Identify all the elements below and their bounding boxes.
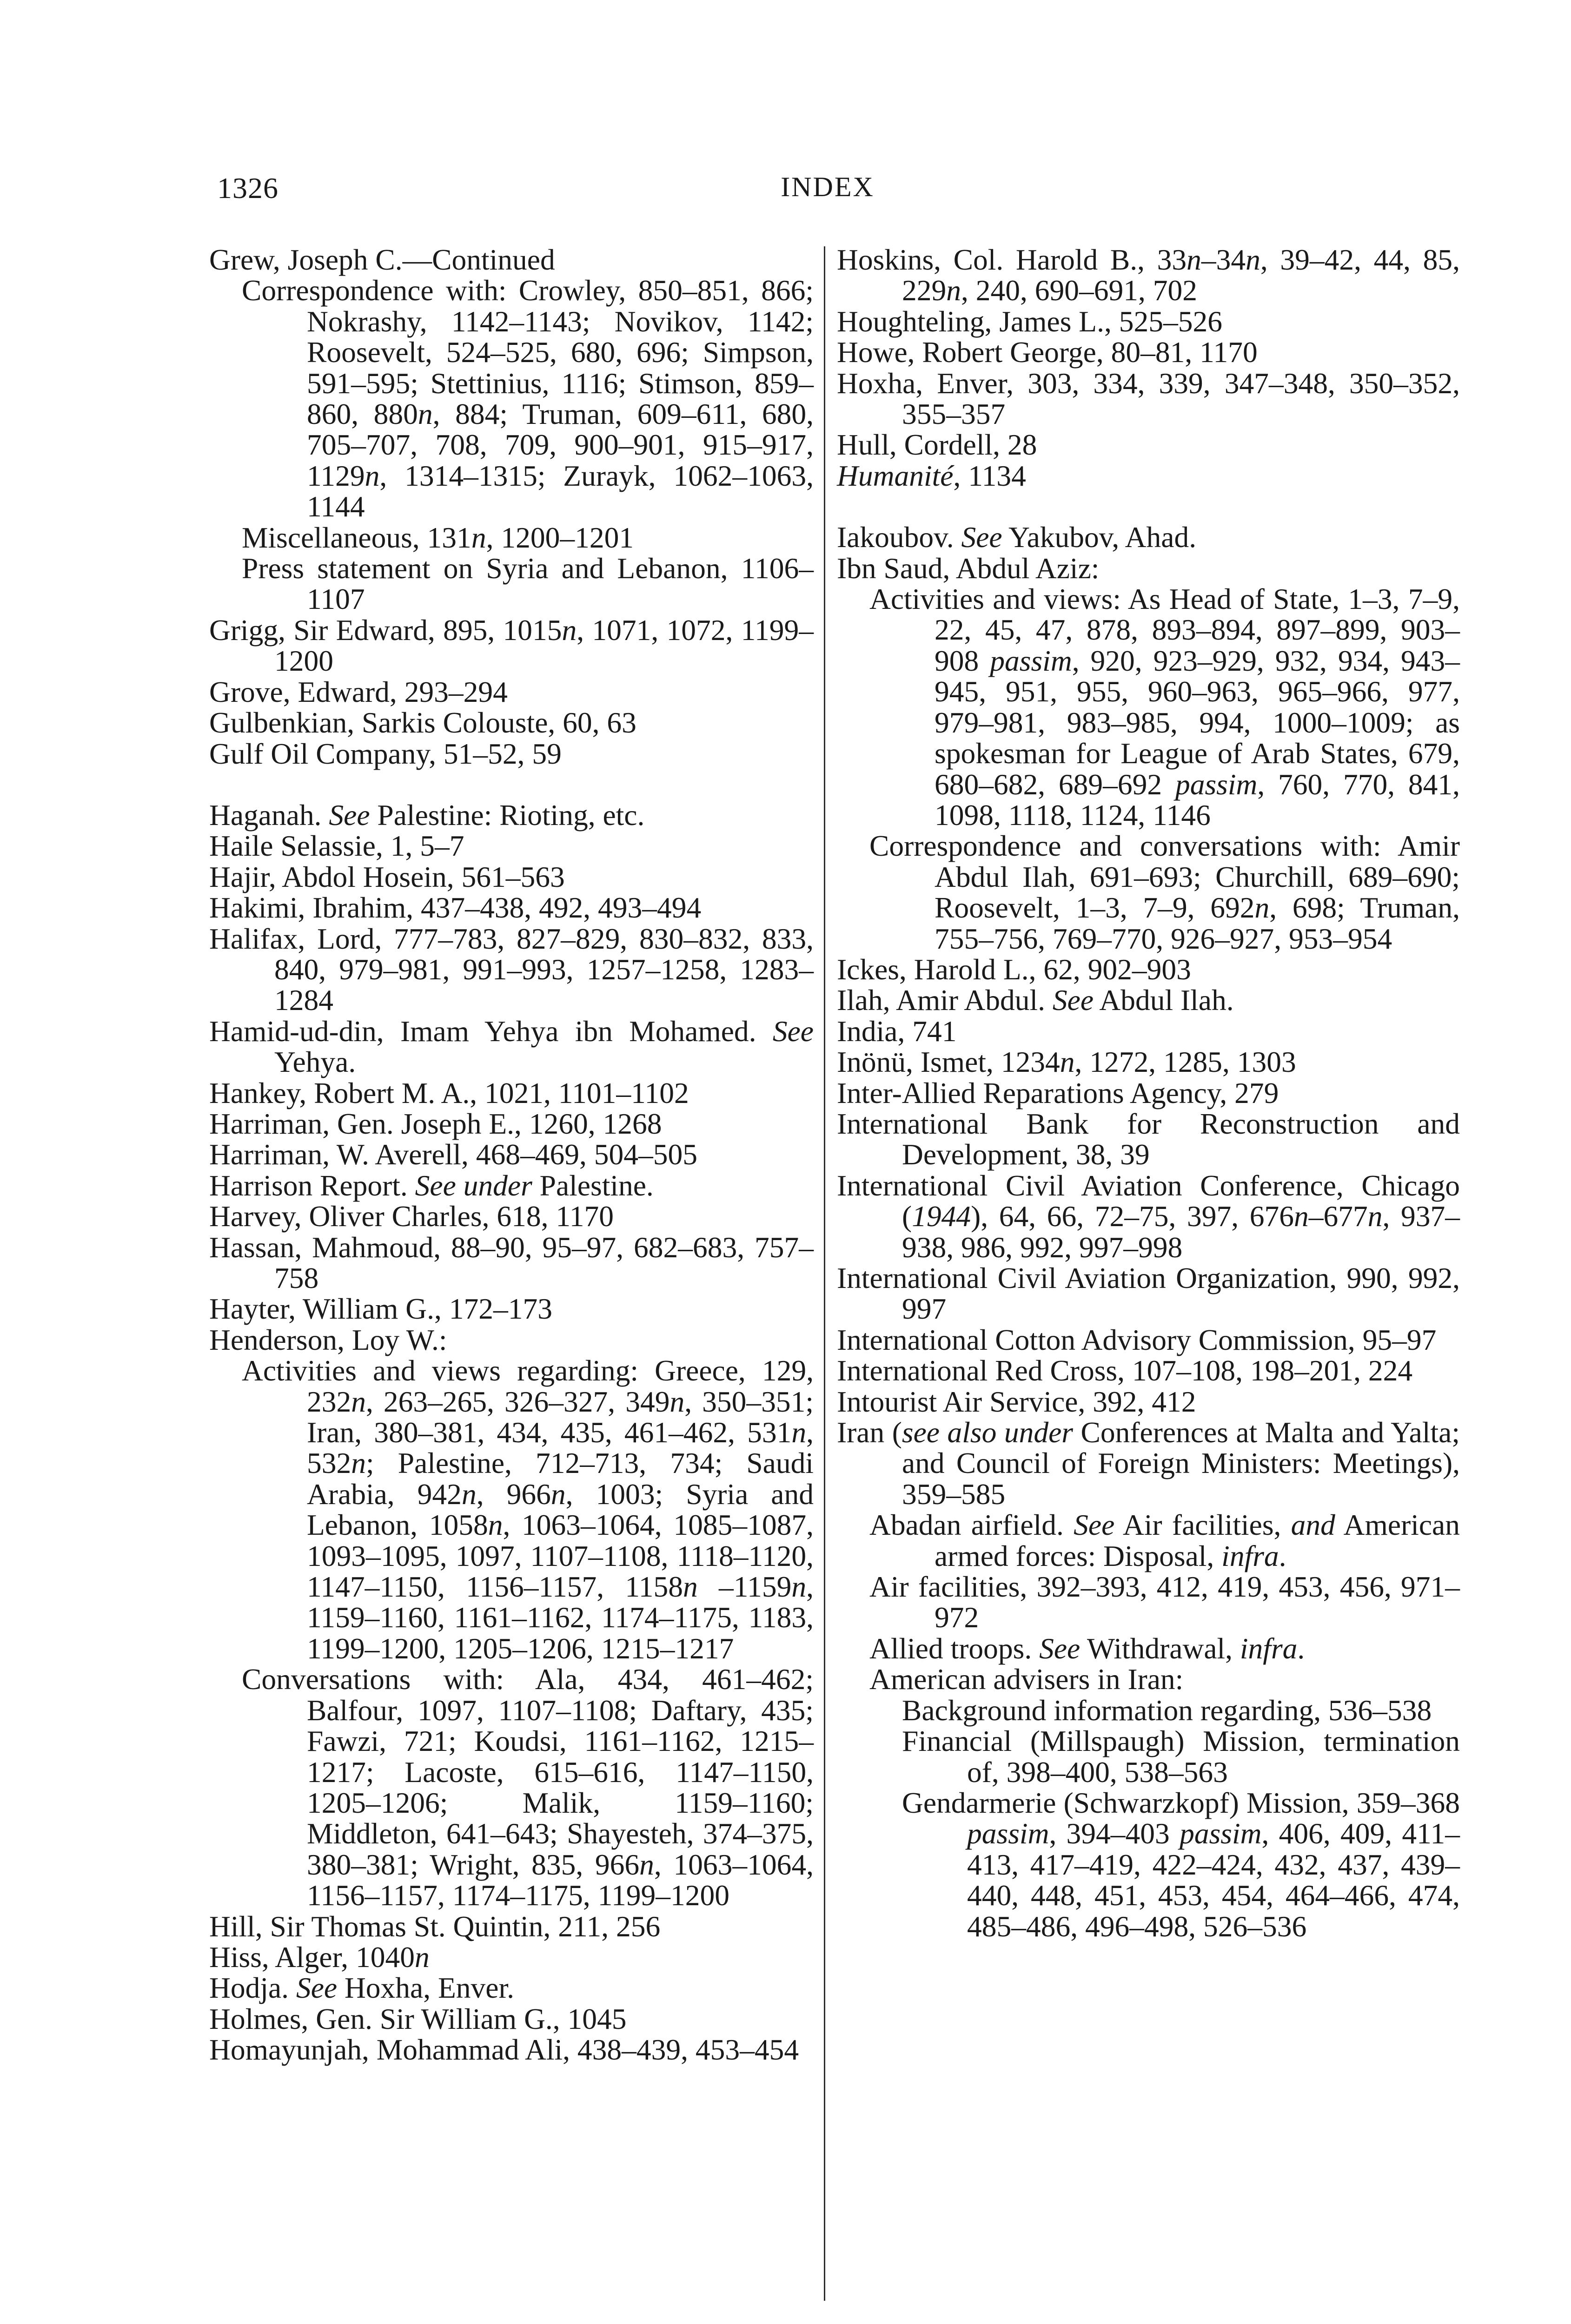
index-entry: Humanité, 1134 [837,459,1026,492]
index-entry: Grew, Joseph C.—Continued [209,243,555,276]
index-entry: Iakoubov. See Yakubov, Ahad. [837,521,1197,554]
index-subentry: Activities and views regarding: Greece, 129, 232n, 263–265, 326–327, 349n, 350–351; Iran, 380–381, 434, 435, 461–462, 531n, 532n; Palestine, 712–713, 734; Saudi Arabia, 942n, 966n, 1003; Syria and Lebanon, 1058n, 1063–1064, 1085–1087, 1093–1095, 1097, 1107–1108, 1118–1120, 1147–1150, 1156–1157, 1158n –1159n, 1159–1160, 1161–1162, 1174–1175, 1183, 1199–1200, 1205–1206, 1215–1217 [242,1354,814,1665]
index-entry: International Civil Aviation Conference, Chicago (1944), 64, 66, 72–75, 397, 676n–677n, 937–938, 986, 992, 997–998 [837,1169,1460,1264]
section-gap [837,491,1460,522]
index-subentry: Conversations with: Ala, 434, 461–462; Balfour, 1097, 1107–1108; Daftary, 435; Fawzi, 721; Koudsi, 1161–1162, 1215–1217; Lacoste, 615–616, 1147–1150, 1205–1206; Malik, 1159–1160; Middleton, 641–643; Shayesteh, 374–375, 380–381; Wright, 835, 966n, 1063–1064, 1156–1157, 1174–1175, 1199–1200 [242,1663,814,1912]
index-entry: Hayter, William G., 172–173 [209,1292,552,1326]
index-entry: Haile Selassie, 1, 5–7 [209,829,464,863]
index-entry: Harriman, Gen. Joseph E., 1260, 1268 [209,1107,662,1140]
index-entry: Ibn Saud, Abdul Aziz: [837,551,1100,585]
index-entry: Grove, Edward, 293–294 [209,675,508,708]
index-subentry: Air facilities, 392–393, 412, 419, 453, 456, 971–972 [869,1570,1460,1634]
index-subentry: Background information regarding, 536–538 [902,1693,1432,1727]
index-entry: Inönü, Ismet, 1234n, 1272, 1285, 1303 [837,1045,1296,1079]
index-entry: Grigg, Sir Edward, 895, 1015n, 1071, 1072, 1199–1200 [209,613,814,678]
index-entry: Gulf Oil Company, 51–52, 59 [209,737,562,770]
index-subentry: Gendarmerie (Schwarzkopf) Mission, 359–368 passim, 394–403 passim, 406, 409, 411–413, 417–419, 422–424, 432, 437, 439–440, 448, 451, 453, 454, 464–466, 474, 485–486, 496–498, 526–536 [902,1786,1460,1943]
index-subentry: Miscellaneous, 131n, 1200–1201 [242,521,634,554]
index-entry: Hill, Sir Thomas St. Quintin, 211, 256 [209,1909,661,1943]
index-entry: Hiss, Alger, 1040n [209,1940,430,1974]
index-subentry: Abadan airfield. See Air facilities, and American armed forces: Disposal, infra. [869,1508,1460,1572]
index-subentry: Activities and views: As Head of State, 1–3, 7–9, 22, 45, 47, 878, 893–894, 897–899, 903–908 passim, 920, 923–929, 932, 934, 943–945, 951, 955, 960–963, 965–966, 977, 979–981, 983–985, 994, 1000–1009; as spokesman for League of Arab States, 679, 680–682, 689–692 passim, 760, 770, 841, 1098, 1118, 1124, 1146 [869,582,1460,832]
index-entry: International Civil Aviation Organization, 990, 992, 997 [837,1261,1460,1326]
index-entry: Hoxha, Enver, 303, 334, 339, 347–348, 350–352, 355–357 [837,366,1460,431]
index-subentry: Correspondence with: Crowley, 850–851, 866; Nokrashy, 1142–1143; Novikov, 1142; Roosevelt, 524–525, 680, 696; Simpson, 591–595; Stettinius, 1116; Stimson, 859–860, 880n, 884; Truman, 609–611, 680, 705–707, 708, 709, 900–901, 915–917, 1129n, 1314–1315; Zurayk, 1062–1063, 1144 [242,274,814,523]
index-entry: Hassan, Mahmoud, 88–90, 95–97, 682–683, 757–758 [209,1230,814,1294]
index-entry: Homayunjah, Mohammad Ali, 438–439, 453–454 [209,2033,799,2067]
index-column-left [209,244,814,2066]
index-entry: Halifax, Lord, 777–783, 827–829, 830–832, 833, 840, 979–981, 991–993, 1257–1258, 1283–1284 [209,922,814,1017]
index-entry: Hakimi, Ibrahim, 437–438, 492, 493–494 [209,891,702,924]
index-subentry: American advisers in Iran: [869,1663,1184,1696]
index-entry: Ilah, Amir Abdul. See Abdul Ilah. [837,984,1234,1017]
section-gap [209,769,814,800]
index-entry: International Red Cross, 107–108, 198–201, 224 [837,1354,1413,1387]
index-entry: Hamid-ud-din, Imam Yehya ibn Mohamed. See Yehya. [209,1014,814,1079]
index-entry: Hoskins, Col. Harold B., 33n–34n, 39–42, 44, 85, 229n, 240, 690–691, 702 [837,243,1460,307]
index-entry: Gulbenkian, Sarkis Colouste, 60, 63 [209,706,636,739]
page-number: 1326 [217,172,278,205]
index-entry: India, 741 [837,1014,957,1048]
running-head: INDEX [781,172,875,202]
index-entry: International Bank for Reconstruction and Development, 38, 39 [837,1107,1460,1171]
index-entry: Houghteling, James L., 525–526 [837,304,1222,338]
column-divider [824,246,825,2301]
index-entry: Hajir, Abdol Hosein, 561–563 [209,860,565,893]
index-entry: Harrison Report. See under Palestine. [209,1169,654,1202]
index-column-right [837,244,1460,1942]
index-entry: Hankey, Robert M. A., 1021, 1101–1102 [209,1076,689,1109]
index-entry: Ickes, Harold L., 62, 902–903 [837,952,1191,986]
index-entry: Harvey, Oliver Charles, 618, 1170 [209,1200,614,1233]
index-entry: International Cotton Advisory Commission, 95–97 [837,1323,1437,1356]
index-entry: Iran (see also under Conferences at Malta and Yalta; and Council of Foreign Ministers: Meetings), 359–585 [837,1416,1460,1511]
index-entry: Hodja. See Hoxha, Enver. [209,1971,514,2005]
index-entry: Haganah. See Palestine: Rioting, etc. [209,798,645,832]
index-entry: Harriman, W. Averell, 468–469, 504–505 [209,1138,697,1171]
index-subentry: Allied troops. See Withdrawal, infra. [869,1631,1305,1665]
index-subentry: Financial (Millspaugh) Mission, termination of, 398–400, 538–563 [902,1724,1460,1789]
index-entry: Holmes, Gen. Sir William G., 1045 [209,2002,627,2035]
index-entry: Hull, Cordell, 28 [837,428,1037,462]
index-entry: Howe, Robert George, 80–81, 1170 [837,336,1258,369]
index-entry: Henderson, Loy W.: [209,1323,447,1356]
index-entry: Inter-Allied Reparations Agency, 279 [837,1076,1279,1109]
index-subentry: Correspondence and conversations with: Amir Abdul Ilah, 691–693; Churchill, 689–690; Roosevelt, 1–3, 7–9, 692n, 698; Truman, 755–756, 769–770, 926–927, 953–954 [869,829,1460,955]
index-entry: Intourist Air Service, 392, 412 [837,1385,1196,1418]
index-subentry: Press statement on Syria and Lebanon, 1106–1107 [242,552,814,616]
